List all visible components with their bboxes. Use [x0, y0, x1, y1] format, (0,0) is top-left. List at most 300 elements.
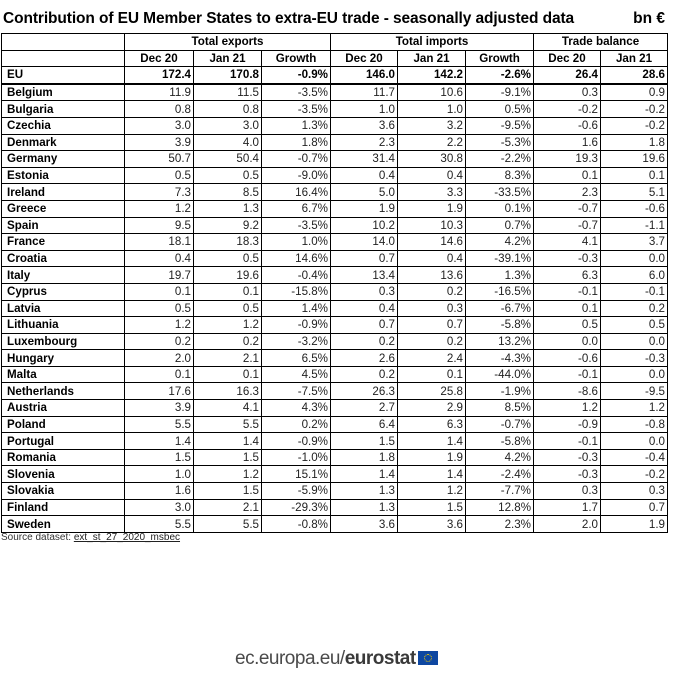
- value-cell: 0.8: [125, 101, 194, 118]
- value-cell: 3.9: [125, 134, 194, 151]
- value-cell: 1.6: [534, 134, 601, 151]
- value-cell: 1.4: [398, 433, 466, 450]
- value-cell: 26.4: [534, 67, 601, 84]
- value-cell: 6.7%: [262, 200, 331, 217]
- value-cell: 3.6: [398, 516, 466, 533]
- table-row: [2, 317, 668, 334]
- value-cell: -0.1: [534, 433, 601, 450]
- source-label: Source dataset:: [1, 532, 72, 543]
- value-cell: 1.4: [125, 433, 194, 450]
- value-cell: 3.9: [125, 400, 194, 417]
- value-cell: -9.5%: [466, 117, 534, 134]
- country-cell: Netherlands: [2, 383, 125, 400]
- value-cell: 1.3: [194, 200, 262, 217]
- value-cell: 1.9: [331, 200, 398, 217]
- value-cell: 1.3%: [466, 267, 534, 284]
- value-cell: 0.3: [534, 483, 601, 500]
- country-cell: Austria: [2, 400, 125, 417]
- value-cell: 15.1%: [262, 466, 331, 483]
- value-cell: -3.2%: [262, 333, 331, 350]
- value-cell: 1.4: [194, 433, 262, 450]
- table-title: Contribution of EU Member States to extra-EU trade - seasonally adjusted data: [3, 10, 575, 27]
- value-cell: 18.1: [125, 234, 194, 251]
- value-cell: -6.7%: [466, 300, 534, 317]
- value-cell: 0.2: [398, 283, 466, 300]
- table-row: [2, 250, 668, 267]
- value-cell: 1.8: [331, 449, 398, 466]
- value-cell: 14.0: [331, 234, 398, 251]
- value-cell: 3.2: [398, 117, 466, 134]
- value-cell: -44.0%: [466, 366, 534, 383]
- value-cell: 2.4: [398, 350, 466, 367]
- value-cell: 3.6: [331, 516, 398, 533]
- value-cell: 0.5: [534, 317, 601, 334]
- value-cell: 1.0: [398, 101, 466, 118]
- country-cell: Malta: [2, 366, 125, 383]
- title-row: [3, 10, 667, 30]
- value-cell: 31.4: [331, 151, 398, 168]
- value-cell: 0.7%: [466, 217, 534, 234]
- value-cell: -3.5%: [262, 217, 331, 234]
- value-cell: 4.2%: [466, 449, 534, 466]
- value-cell: 26.3: [331, 383, 398, 400]
- value-cell: 1.5: [331, 433, 398, 450]
- country-cell: Hungary: [2, 350, 125, 367]
- value-cell: 0.7: [331, 317, 398, 334]
- value-cell: 6.0: [601, 267, 668, 284]
- col-header: Dec 20: [331, 50, 398, 67]
- group-header-imports: Total imports: [331, 34, 534, 51]
- value-cell: -0.2: [601, 466, 668, 483]
- value-cell: 10.2: [331, 217, 398, 234]
- country-cell: Slovakia: [2, 483, 125, 500]
- value-cell: -2.2%: [466, 151, 534, 168]
- value-cell: -4.3%: [466, 350, 534, 367]
- value-cell: 0.2%: [262, 416, 331, 433]
- table-row: [2, 416, 668, 433]
- value-cell: -0.9%: [262, 67, 331, 84]
- value-cell: 25.8: [398, 383, 466, 400]
- value-cell: 6.5%: [262, 350, 331, 367]
- value-cell: 0.2: [331, 333, 398, 350]
- value-cell: 0.5: [194, 300, 262, 317]
- country-cell: France: [2, 234, 125, 251]
- value-cell: -9.5: [601, 383, 668, 400]
- value-cell: 0.7: [398, 317, 466, 334]
- country-cell: Croatia: [2, 250, 125, 267]
- value-cell: 0.1: [194, 366, 262, 383]
- value-cell: -7.7%: [466, 483, 534, 500]
- value-cell: 3.3: [398, 184, 466, 201]
- value-cell: -0.9%: [262, 317, 331, 334]
- value-cell: 1.5: [125, 449, 194, 466]
- value-cell: 1.2: [534, 400, 601, 417]
- value-cell: 142.2: [398, 67, 466, 84]
- value-cell: 0.2: [194, 333, 262, 350]
- value-cell: 0.0: [601, 433, 668, 450]
- value-cell: -0.3: [601, 350, 668, 367]
- value-cell: -0.2: [534, 101, 601, 118]
- value-cell: 8.5: [194, 184, 262, 201]
- value-cell: 0.7: [601, 499, 668, 516]
- table-row: [2, 184, 668, 201]
- value-cell: 1.3: [331, 499, 398, 516]
- value-cell: -0.6: [601, 200, 668, 217]
- table-row: [2, 101, 668, 118]
- value-cell: 1.9: [398, 200, 466, 217]
- country-cell: EU: [2, 67, 125, 84]
- country-cell: Luxembourg: [2, 333, 125, 350]
- value-cell: 0.1: [534, 300, 601, 317]
- eu-flag-icon: [418, 651, 438, 665]
- table-row: [2, 366, 668, 383]
- value-cell: 1.5: [398, 499, 466, 516]
- eurostat-footer: [235, 648, 438, 670]
- value-cell: 5.5: [125, 416, 194, 433]
- country-cell: Spain: [2, 217, 125, 234]
- value-cell: -9.1%: [466, 84, 534, 101]
- table-row: [2, 200, 668, 217]
- value-cell: -0.7%: [466, 416, 534, 433]
- country-cell: Ireland: [2, 184, 125, 201]
- value-cell: 1.8: [601, 134, 668, 151]
- value-cell: 2.1: [194, 499, 262, 516]
- country-cell: Poland: [2, 416, 125, 433]
- value-cell: -5.3%: [466, 134, 534, 151]
- unit-label: bn €: [633, 10, 665, 27]
- col-header: Dec 20: [534, 50, 601, 67]
- value-cell: 1.2: [194, 317, 262, 334]
- country-cell: Slovenia: [2, 466, 125, 483]
- col-header: Growth: [262, 50, 331, 67]
- value-cell: -0.1: [601, 283, 668, 300]
- table-body: [2, 67, 668, 533]
- value-cell: 5.5: [194, 416, 262, 433]
- value-cell: 0.1: [398, 366, 466, 383]
- value-cell: -3.5%: [262, 84, 331, 101]
- table-row: [2, 234, 668, 251]
- value-cell: 19.6: [194, 267, 262, 284]
- value-cell: -3.5%: [262, 101, 331, 118]
- value-cell: 0.1: [125, 283, 194, 300]
- value-cell: 13.2%: [466, 333, 534, 350]
- table-row: [2, 383, 668, 400]
- value-cell: 0.0: [601, 333, 668, 350]
- value-cell: 13.4: [331, 267, 398, 284]
- value-cell: -0.4: [601, 449, 668, 466]
- value-cell: -5.9%: [262, 483, 331, 500]
- value-cell: -0.8%: [262, 516, 331, 533]
- value-cell: 0.4: [125, 250, 194, 267]
- value-cell: 2.9: [398, 400, 466, 417]
- group-header-row: [2, 34, 668, 51]
- value-cell: -0.6: [534, 350, 601, 367]
- value-cell: 7.3: [125, 184, 194, 201]
- value-cell: 2.0: [534, 516, 601, 533]
- value-cell: 14.6: [398, 234, 466, 251]
- country-cell: Belgium: [2, 84, 125, 101]
- value-cell: 1.5: [194, 483, 262, 500]
- country-cell: Finland: [2, 499, 125, 516]
- value-cell: -2.6%: [466, 67, 534, 84]
- value-cell: -0.3: [534, 250, 601, 267]
- country-cell: Portugal: [2, 433, 125, 450]
- value-cell: 172.4: [125, 67, 194, 84]
- table-row: [2, 151, 668, 168]
- value-cell: 0.3: [331, 283, 398, 300]
- value-cell: 9.2: [194, 217, 262, 234]
- col-header: Jan 21: [601, 50, 668, 67]
- col-header: Jan 21: [398, 50, 466, 67]
- value-cell: 10.3: [398, 217, 466, 234]
- value-cell: 2.3: [331, 134, 398, 151]
- value-cell: 0.5: [125, 300, 194, 317]
- value-cell: 11.9: [125, 84, 194, 101]
- table-row: [2, 433, 668, 450]
- value-cell: 2.7: [331, 400, 398, 417]
- value-cell: 10.6: [398, 84, 466, 101]
- value-cell: 28.6: [601, 67, 668, 84]
- value-cell: 30.8: [398, 151, 466, 168]
- value-cell: 0.5: [601, 317, 668, 334]
- country-cell: Romania: [2, 449, 125, 466]
- value-cell: 1.3: [331, 483, 398, 500]
- value-cell: 1.9: [601, 516, 668, 533]
- value-cell: -33.5%: [466, 184, 534, 201]
- value-cell: 0.0: [534, 333, 601, 350]
- value-cell: 0.5: [125, 167, 194, 184]
- value-cell: 0.1: [534, 167, 601, 184]
- value-cell: 1.3%: [262, 117, 331, 134]
- value-cell: 0.9: [601, 84, 668, 101]
- value-cell: -2.4%: [466, 466, 534, 483]
- sub-header-row: [2, 50, 668, 67]
- value-cell: 170.8: [194, 67, 262, 84]
- value-cell: -0.4%: [262, 267, 331, 284]
- table-row: [2, 466, 668, 483]
- value-cell: 0.2: [125, 333, 194, 350]
- value-cell: 12.8%: [466, 499, 534, 516]
- value-cell: 19.3: [534, 151, 601, 168]
- value-cell: 5.0: [331, 184, 398, 201]
- value-cell: -1.9%: [466, 383, 534, 400]
- value-cell: 1.7: [534, 499, 601, 516]
- country-cell: Estonia: [2, 167, 125, 184]
- value-cell: 4.2%: [466, 234, 534, 251]
- country-cell: Germany: [2, 151, 125, 168]
- value-cell: 0.1: [194, 283, 262, 300]
- value-cell: -0.7: [534, 217, 601, 234]
- value-cell: 4.1: [194, 400, 262, 417]
- value-cell: -8.6: [534, 383, 601, 400]
- value-cell: 146.0: [331, 67, 398, 84]
- table-row: [2, 516, 668, 533]
- value-cell: 0.3: [398, 300, 466, 317]
- value-cell: 4.3%: [262, 400, 331, 417]
- value-cell: 1.2: [125, 317, 194, 334]
- value-cell: 1.0%: [262, 234, 331, 251]
- country-cell: Bulgaria: [2, 101, 125, 118]
- value-cell: -16.5%: [466, 283, 534, 300]
- value-cell: 2.6: [331, 350, 398, 367]
- table-row: [2, 117, 668, 134]
- country-cell: Latvia: [2, 300, 125, 317]
- source-note: [1, 532, 180, 543]
- value-cell: 1.2: [398, 483, 466, 500]
- value-cell: -0.2: [601, 101, 668, 118]
- value-cell: 4.5%: [262, 366, 331, 383]
- trade-table: [1, 33, 668, 533]
- col-header: Growth: [466, 50, 534, 67]
- value-cell: 2.3: [534, 184, 601, 201]
- value-cell: -0.6: [534, 117, 601, 134]
- value-cell: 0.7: [331, 250, 398, 267]
- value-cell: -5.8%: [466, 433, 534, 450]
- value-cell: 2.0: [125, 350, 194, 367]
- table-row: [2, 350, 668, 367]
- table-row: [2, 449, 668, 466]
- value-cell: -0.7: [534, 200, 601, 217]
- value-cell: 2.2: [398, 134, 466, 151]
- value-cell: -0.7%: [262, 151, 331, 168]
- value-cell: 5.5: [125, 516, 194, 533]
- table-row: [2, 300, 668, 317]
- value-cell: 0.5: [194, 167, 262, 184]
- country-cell: Sweden: [2, 516, 125, 533]
- country-cell: Czechia: [2, 117, 125, 134]
- value-cell: 1.0: [125, 466, 194, 483]
- value-cell: 1.4%: [262, 300, 331, 317]
- value-cell: 0.1: [125, 366, 194, 383]
- value-cell: 0.4: [398, 167, 466, 184]
- table-row: [2, 333, 668, 350]
- value-cell: 9.5: [125, 217, 194, 234]
- value-cell: 16.3: [194, 383, 262, 400]
- value-cell: 1.2: [194, 466, 262, 483]
- value-cell: -9.0%: [262, 167, 331, 184]
- value-cell: 1.2: [125, 200, 194, 217]
- value-cell: 3.6: [331, 117, 398, 134]
- value-cell: -0.8: [601, 416, 668, 433]
- value-cell: 1.9: [398, 449, 466, 466]
- value-cell: 0.1: [601, 167, 668, 184]
- value-cell: -7.5%: [262, 383, 331, 400]
- country-cell: Greece: [2, 200, 125, 217]
- value-cell: -1.0%: [262, 449, 331, 466]
- value-cell: 4.0: [194, 134, 262, 151]
- col-header: Jan 21: [194, 50, 262, 67]
- value-cell: 0.0: [601, 250, 668, 267]
- group-header-exports: Total exports: [125, 34, 331, 51]
- value-cell: 0.5: [194, 250, 262, 267]
- value-cell: 2.3%: [466, 516, 534, 533]
- value-cell: 1.8%: [262, 134, 331, 151]
- value-cell: 17.6: [125, 383, 194, 400]
- value-cell: 3.0: [194, 117, 262, 134]
- value-cell: 3.0: [125, 499, 194, 516]
- value-cell: 5.1: [601, 184, 668, 201]
- value-cell: 0.2: [331, 366, 398, 383]
- country-cell: Italy: [2, 267, 125, 284]
- value-cell: -0.2: [601, 117, 668, 134]
- value-cell: -0.3: [534, 466, 601, 483]
- value-cell: 50.4: [194, 151, 262, 168]
- value-cell: 0.0: [601, 366, 668, 383]
- table-row: [2, 267, 668, 284]
- value-cell: 14.6%: [262, 250, 331, 267]
- value-cell: -29.3%: [262, 499, 331, 516]
- table-row-eu: [2, 67, 668, 84]
- value-cell: 6.3: [398, 416, 466, 433]
- value-cell: -0.1: [534, 283, 601, 300]
- value-cell: 8.5%: [466, 400, 534, 417]
- value-cell: -39.1%: [466, 250, 534, 267]
- value-cell: -1.1: [601, 217, 668, 234]
- value-cell: 1.0: [331, 101, 398, 118]
- value-cell: 6.4: [331, 416, 398, 433]
- value-cell: 1.6: [125, 483, 194, 500]
- corner-cell-2: [2, 50, 125, 67]
- value-cell: 0.2: [398, 333, 466, 350]
- footer-domain: ec.europa.eu/: [235, 648, 345, 669]
- value-cell: 50.7: [125, 151, 194, 168]
- value-cell: 1.4: [398, 466, 466, 483]
- value-cell: -15.8%: [262, 283, 331, 300]
- group-header-balance: Trade balance: [534, 34, 668, 51]
- value-cell: 18.3: [194, 234, 262, 251]
- value-cell: 5.5: [194, 516, 262, 533]
- value-cell: -0.3: [534, 449, 601, 466]
- value-cell: 0.3: [601, 483, 668, 500]
- value-cell: 11.7: [331, 84, 398, 101]
- value-cell: -0.1: [534, 366, 601, 383]
- country-cell: Lithuania: [2, 317, 125, 334]
- corner-cell: [2, 34, 125, 51]
- table-row: [2, 134, 668, 151]
- value-cell: 13.6: [398, 267, 466, 284]
- value-cell: 6.3: [534, 267, 601, 284]
- value-cell: 0.4: [398, 250, 466, 267]
- value-cell: -0.9%: [262, 433, 331, 450]
- value-cell: 19.7: [125, 267, 194, 284]
- value-cell: 0.4: [331, 167, 398, 184]
- country-cell: Denmark: [2, 134, 125, 151]
- table-row: [2, 283, 668, 300]
- value-cell: 0.8: [194, 101, 262, 118]
- value-cell: 3.0: [125, 117, 194, 134]
- value-cell: 0.3: [534, 84, 601, 101]
- value-cell: 1.2: [601, 400, 668, 417]
- value-cell: 0.1%: [466, 200, 534, 217]
- value-cell: 2.1: [194, 350, 262, 367]
- value-cell: 19.6: [601, 151, 668, 168]
- value-cell: 1.4: [331, 466, 398, 483]
- table-row: [2, 483, 668, 500]
- value-cell: 8.3%: [466, 167, 534, 184]
- value-cell: 0.5%: [466, 101, 534, 118]
- table-row: [2, 84, 668, 101]
- value-cell: -0.9: [534, 416, 601, 433]
- table-row: [2, 499, 668, 516]
- footer-brand: eurostat: [344, 648, 416, 669]
- source-dataset-link[interactable]: ext_st_27_2020_msbec: [73, 532, 181, 543]
- col-header: Dec 20: [125, 50, 194, 67]
- value-cell: 0.2: [601, 300, 668, 317]
- value-cell: 1.5: [194, 449, 262, 466]
- value-cell: 3.7: [601, 234, 668, 251]
- table-row: [2, 217, 668, 234]
- value-cell: 16.4%: [262, 184, 331, 201]
